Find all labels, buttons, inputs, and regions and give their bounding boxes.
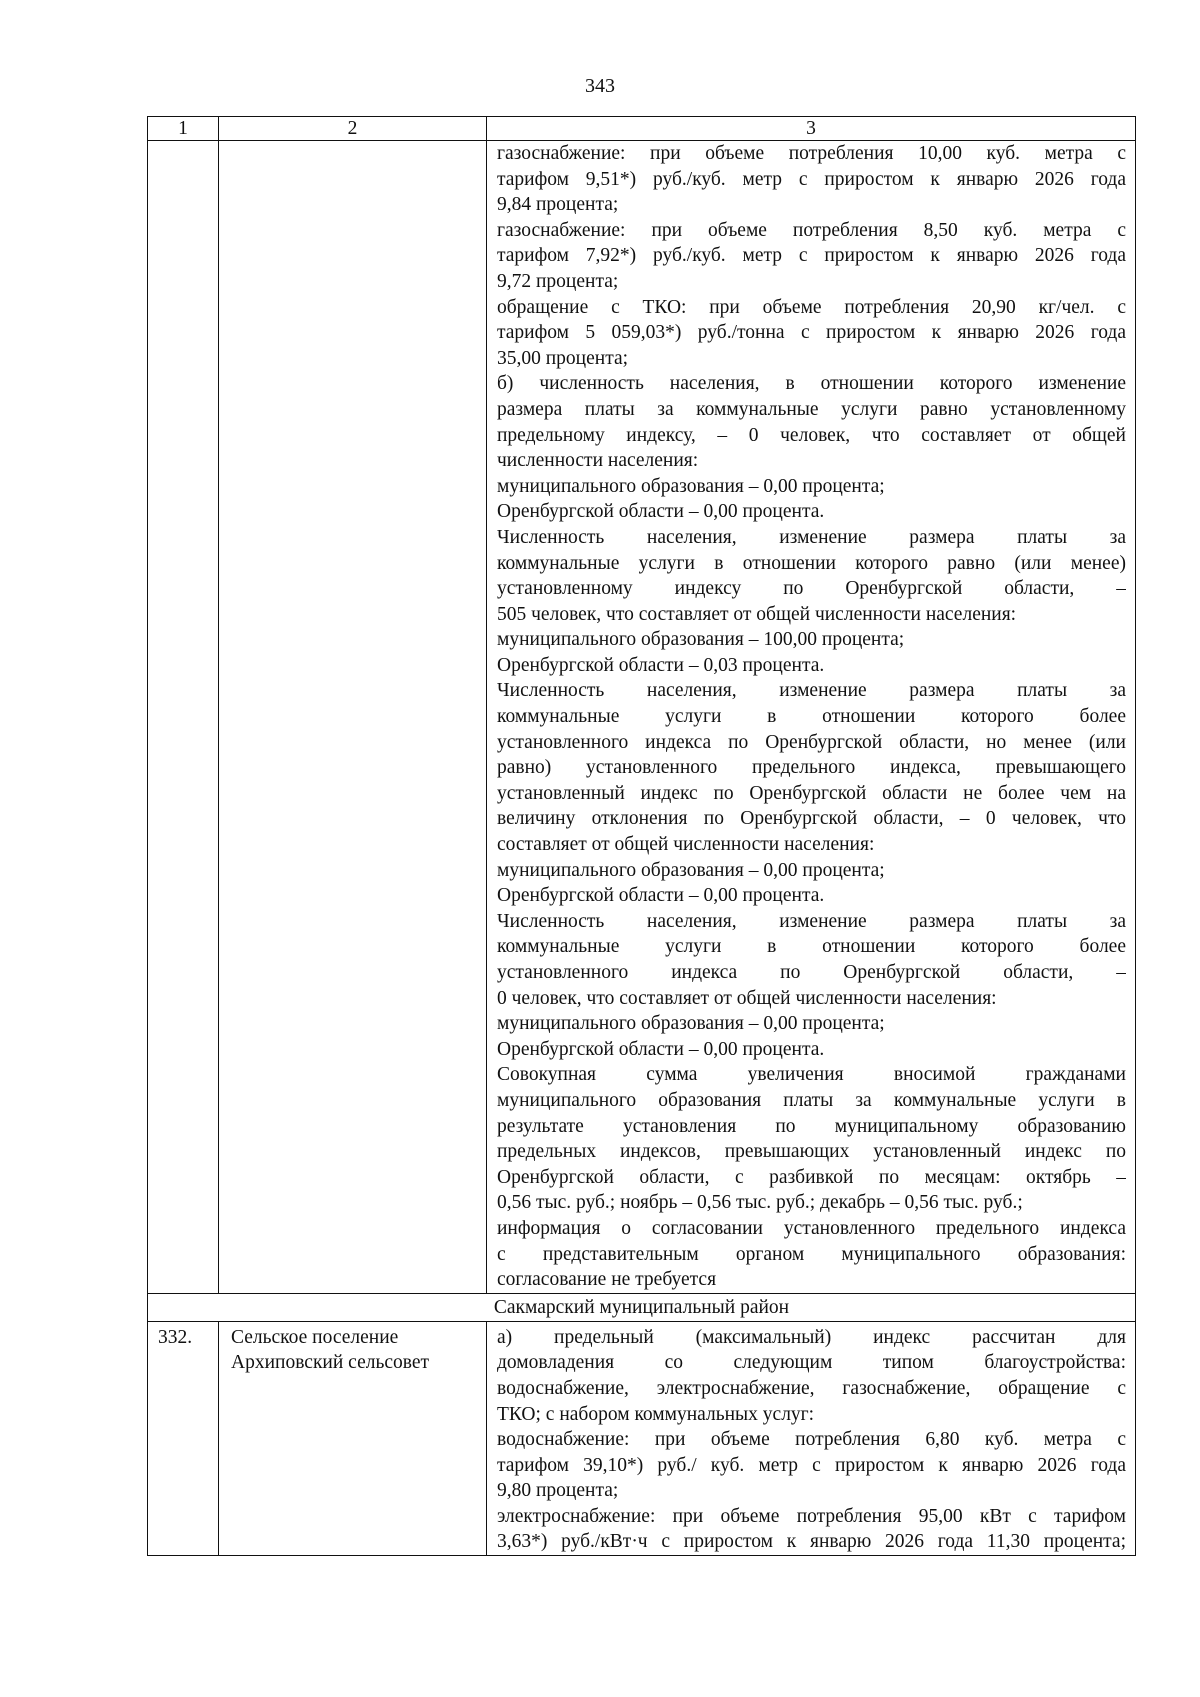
text-line: ТКО; с набором коммунальных услуг: bbox=[497, 1403, 815, 1425]
text-line: б) численность населения, в отношении которого изменение bbox=[497, 373, 1126, 395]
page-number: 343 bbox=[585, 75, 615, 97]
table-row-continuation bbox=[148, 141, 1136, 1294]
text-line: водоснабжение: при объеме потребления 6,80 куб. метра с bbox=[497, 1429, 1126, 1451]
section-row bbox=[148, 1293, 1136, 1321]
text-line: Оренбургской области – 0,00 процента. bbox=[497, 1038, 825, 1060]
text-line: Оренбургской области – 0,00 процента. bbox=[497, 501, 825, 523]
text-line: величину отклонения по Оренбургской области, – 0 человек, что bbox=[497, 808, 1126, 830]
text-line: муниципального образования – 0,00 процента; bbox=[497, 1013, 885, 1035]
settlement-name bbox=[219, 1321, 487, 1555]
text-line: тарифом 39,10*) руб./ куб. метр с приростом к январю 2026 года bbox=[497, 1454, 1126, 1476]
text-line: Оренбургской области – 0,03 процента. bbox=[497, 654, 825, 676]
cell-number-empty bbox=[148, 141, 219, 1294]
text-line: обращение с ТКО: при объеме потребления 20,90 кг/чел. с bbox=[497, 296, 1126, 318]
text-line: газоснабжение: при объеме потребления 8,50 куб. метра с bbox=[497, 219, 1126, 241]
text-line: муниципального образования – 100,00 процента; bbox=[497, 629, 905, 651]
section-title: Сакмарский муниципальный район bbox=[148, 1293, 1136, 1321]
text-line: муниципального образования – 0,00 процента; bbox=[497, 475, 885, 497]
text-line: с представительным органом муниципального образования: bbox=[497, 1243, 1126, 1265]
column-header-1: 1 bbox=[148, 117, 219, 141]
text-line: а) предельный (максимальный) индекс рассчитан для bbox=[497, 1326, 1126, 1348]
row-number: 332. bbox=[148, 1321, 219, 1555]
text-line: Оренбургской области – 0,00 процента. bbox=[497, 885, 825, 907]
text-line: установленный индекс по Оренбургской области не более чем на bbox=[497, 782, 1126, 804]
column-header-3: 3 bbox=[487, 117, 1136, 141]
text-line: 0,56 тыс. руб.; ноябрь – 0,56 тыс. руб.; декабрь – 0,56 тыс. руб.; bbox=[497, 1192, 1023, 1214]
row-332-description-lines bbox=[487, 1325, 1135, 1555]
text-line: 9,80 процента; bbox=[497, 1480, 619, 1502]
cell-description bbox=[487, 141, 1136, 1294]
text-line: 9,84 процента; bbox=[497, 194, 619, 216]
cell-name-empty bbox=[219, 141, 487, 1294]
text-line: информация о согласовании установленного предельного индекса bbox=[497, 1217, 1126, 1239]
text-line: предельных индексов, превышающих установленный индекс по bbox=[497, 1141, 1126, 1163]
text-line: Численность населения, изменение размера платы за bbox=[497, 526, 1126, 548]
text-line: муниципального образования платы за коммунальные услуги в bbox=[497, 1089, 1126, 1111]
description-lines bbox=[487, 141, 1135, 1293]
text-line: установленного индекса по Оренбургской области, – bbox=[497, 962, 1126, 983]
text-line: 3,63*) руб./кВт·ч с приростом к январю 2026 года 11,30 процента; bbox=[497, 1531, 1126, 1553]
text-line: электроснабжение: при объеме потребления 95,00 кВт с тарифом bbox=[497, 1505, 1126, 1527]
text-line: коммунальные услуги в отношении которого равно (или менее) bbox=[497, 552, 1126, 574]
text-line: установленного индекса по Оренбургской области, но менее (или bbox=[497, 731, 1126, 753]
text-line: численности населения: bbox=[497, 450, 699, 472]
text-line: домовладения со следующим типом благоустройства: bbox=[497, 1352, 1126, 1374]
text-line: тарифом 5 059,03*) руб./тонна с приростом к январю 2026 года bbox=[497, 322, 1126, 344]
text-line: тарифом 9,51*) руб./куб. метр с приростом к январю 2026 года bbox=[497, 168, 1126, 190]
settlement-name-line1: Сельское поселение bbox=[231, 1326, 399, 1348]
text-line: газоснабжение: при объеме потребления 10,00 куб. метра с bbox=[497, 143, 1126, 164]
text-line: 505 человек, что составляет от общей численности населения: bbox=[497, 603, 1017, 625]
text-line: Численность населения, изменение размера платы за bbox=[497, 910, 1126, 932]
row-332-description bbox=[487, 1321, 1136, 1555]
table-header-row bbox=[148, 117, 1136, 141]
text-line: муниципального образования – 0,00 процента; bbox=[497, 859, 885, 881]
text-line: размера платы за коммунальные услуги равно установленному bbox=[497, 398, 1126, 420]
text-line: результате установления по муниципальному образованию bbox=[497, 1115, 1126, 1137]
text-line: тарифом 7,92*) руб./куб. метр с приростом к январю 2026 года bbox=[497, 245, 1126, 267]
text-line: установленному индексу по Оренбургской области, – bbox=[497, 578, 1126, 600]
text-line: составляет от общей численности населения: bbox=[497, 834, 875, 856]
text-line: Оренбургской области, с разбивкой по месяцам: октябрь – bbox=[497, 1166, 1126, 1188]
column-header-2: 2 bbox=[219, 117, 487, 141]
text-line: согласование не требуется bbox=[497, 1269, 717, 1291]
text-line: Совокупная сумма увеличения вносимой гражданами bbox=[497, 1064, 1126, 1086]
text-line: коммунальные услуги в отношении которого более bbox=[497, 936, 1126, 958]
text-line: коммунальные услуги в отношении которого более bbox=[497, 706, 1126, 728]
text-line: равно) установленного предельного индекса, превышающего bbox=[497, 757, 1126, 779]
text-line: 0 человек, что составляет от общей численности населения: bbox=[497, 987, 997, 1009]
text-line: 35,00 процента; bbox=[497, 347, 629, 369]
text-line: Численность населения, изменение размера платы за bbox=[497, 680, 1126, 702]
text-line: водоснабжение, электроснабжение, газоснабжение, обращение с bbox=[497, 1377, 1126, 1399]
settlement-name-line2: Архиповский сельсовет bbox=[231, 1351, 430, 1373]
table-row-332 bbox=[148, 1321, 1136, 1555]
text-line: предельному индексу, – 0 человек, что составляет от общей bbox=[497, 424, 1126, 446]
text-line: 9,72 процента; bbox=[497, 270, 619, 292]
document-table bbox=[147, 116, 1136, 1556]
